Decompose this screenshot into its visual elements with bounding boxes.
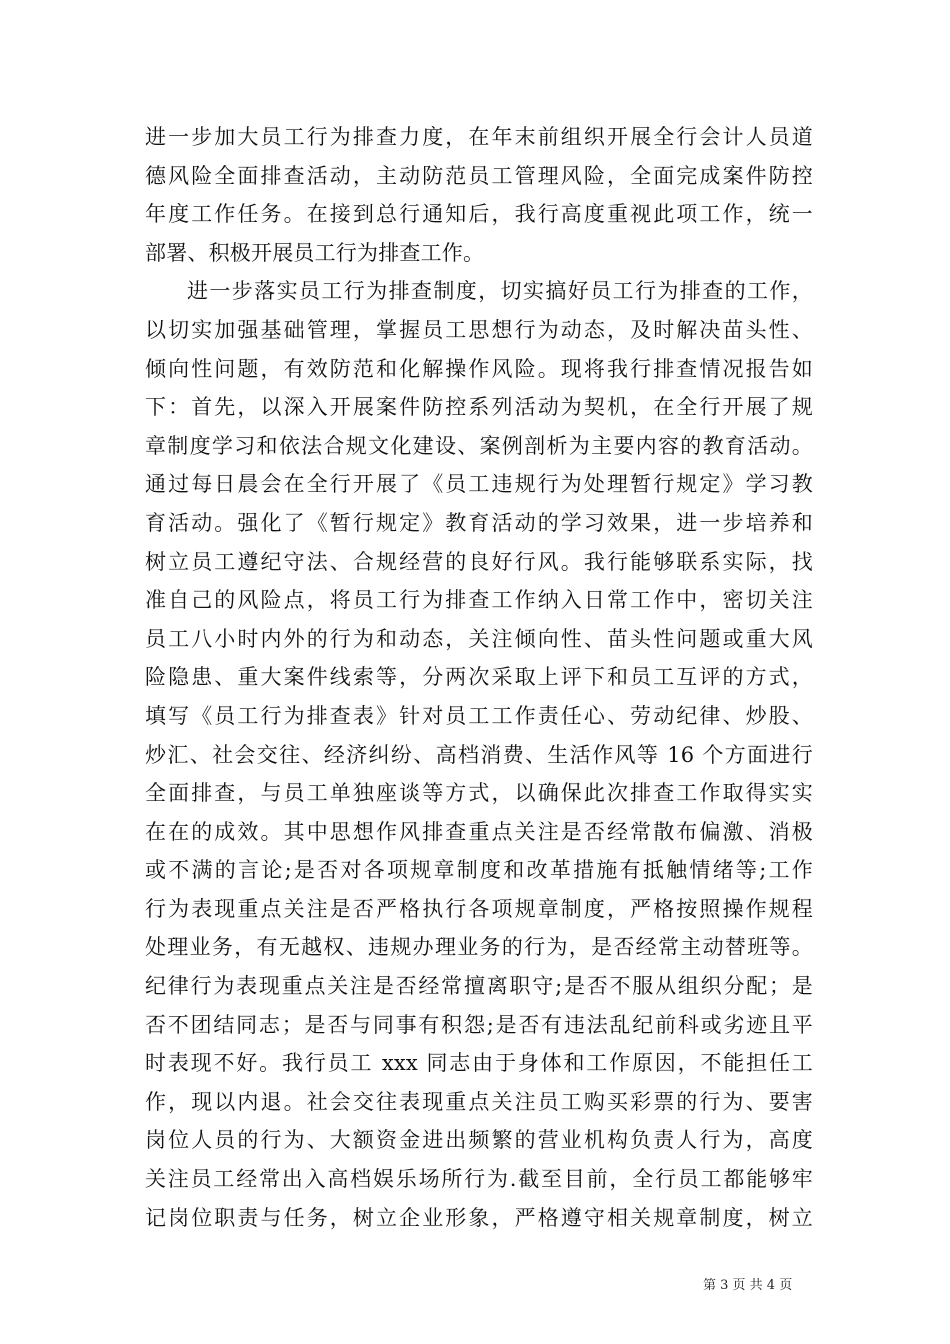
paragraph-2-line-14: 全面排查，与员工单独座谈等方式，以确保此次排查工作取得实实 — [145, 781, 813, 806]
paragraph-1-line-1: 进一步加大员工行为排查力度，在年末前组织开展全行会计人员道 — [145, 125, 813, 149]
paragraph-2-line-11: 险隐患、重大案件线索等，分两次采取上评下和员工互评的方式， — [145, 665, 813, 690]
paragraph-2-line-1: 进一步落实员工行为排查制度，切实搞好员工行为排查的工作， — [187, 279, 813, 304]
paragraph-2-line-7: 育活动。强化了《暂行规定》教育活动的学习效果，进一步培养和 — [145, 510, 813, 535]
paragraph-2-line-19: 纪律行为表现重点关注是否经常擅离职守;是否不服从组织分配；是 — [145, 974, 813, 999]
paragraph-2-line-12: 填写《员工行为排查表》针对员工工作责任心、劳动纪律、炒股、 — [145, 703, 813, 728]
paragraph-2-line-17: 行为表现重点关注是否严格执行各项规章制度，严格按照操作规程 — [145, 896, 813, 921]
paragraph-2-line-2: 以切实加强基础管理，掌握员工思想行为动态，及时解决苗头性、 — [145, 317, 813, 342]
paragraph-2-line-16: 或不满的言论;是否对各项规章制度和改革措施有抵触情绪等;工作 — [145, 858, 813, 883]
paragraph-2-line-3: 倾向性问题，有效防范和化解操作风险。现将我行排查情况报告如 — [145, 356, 813, 381]
paragraph-2-line-8: 树立员工遵纪守法、合规经营的良好行风。我行能够联系实际，找 — [145, 549, 813, 574]
paragraph-2-line-20: 否不团结同志；是否与同事有积怨;是否有违法乱纪前科或劣迹且平 — [145, 1012, 813, 1037]
paragraph-2-line-22: 作，现以内退。社会交往表现重点关注员工购买彩票的行为、要害 — [145, 1089, 813, 1114]
paragraph-2-line-21: 时表现不好。我行员工 xxx 同志由于身体和工作原因，不能担任工 — [145, 1051, 813, 1076]
paragraph-2-line-18: 处理业务，有无越权、违规办理业务的行为，是否经常主动替班等。 — [145, 935, 813, 960]
paragraph-2-line-4: 下：首先，以深入开展案件防控系列活动为契机，在全行开展了规 — [145, 395, 813, 420]
document-body — [145, 118, 813, 1237]
paragraph-1-line-4: 部署、积极开展员工行为排查工作。 — [145, 240, 485, 265]
paragraph-1-line-2: 德风险全面排查活动，主动防范员工管理风险，全面完成案件防控 — [145, 163, 813, 188]
paragraph-2-line-5: 章制度学习和依法合规文化建设、案例剖析为主要内容的教育活动。 — [145, 433, 813, 458]
paragraph-2-line-9: 准自己的风险点，将员工行为排查工作纳入日常工作中，密切关注 — [145, 588, 813, 613]
paragraph-2-line-23: 岗位人员的行为、大额资金进出频繁的营业机构负责人行为，高度 — [145, 1128, 813, 1153]
paragraph-2-line-10: 员工八小时内外的行为和动态，关注倾向性、苗头性问题或重大风 — [145, 626, 813, 651]
paragraph-2-line-25: 记岗位职责与任务，树立企业形象，严格遵守相关规章制度，树立 — [145, 1205, 813, 1230]
paragraph-1-line-3: 年度工作任务。在接到总行通知后，我行高度重视此项工作，统一 — [145, 202, 813, 227]
paragraph-2-line-6: 通过每日晨会在全行开展了《员工违规行为处理暂行规定》学习教 — [145, 472, 813, 497]
page-number-label: 第 3 页 共 4 页 — [703, 1278, 793, 1293]
paragraph-2-line-13: 炒汇、社会交往、经济纠纷、高档消费、生活作风等 16 个方面进行 — [145, 742, 813, 767]
paragraph-2-line-15: 在在的成效。其中思想作风排查重点关注是否经常散布偏激、消极 — [145, 819, 813, 844]
paragraph-2-line-24: 关注员工经常出入高档娱乐场所行为.截至目前，全行员工都能够牢 — [145, 1167, 813, 1192]
